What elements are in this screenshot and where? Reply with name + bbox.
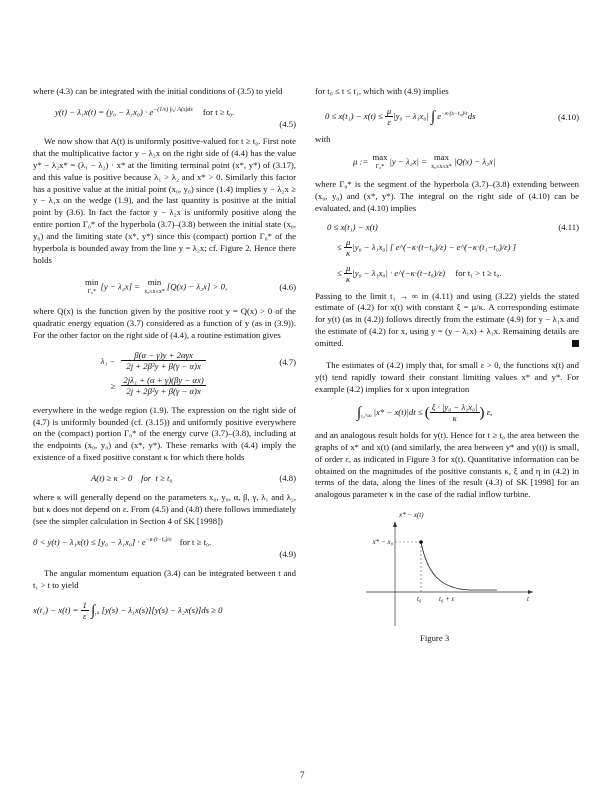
equation-4-6: min Γ₀* [y − λ₂x] = min x₀≤x≤x* [Q(x) − λ₂x] > 0, (4.6) <box>85 276 296 296</box>
qed-square-icon <box>572 340 579 347</box>
paragraph: with <box>315 133 331 144</box>
figure-caption: Figure 3 <box>420 633 450 644</box>
equation-number: (4.6) <box>279 282 296 293</box>
paragraph: where Γ₀* is the segment of the hyperbola (3.7)–(3.8) extending between (x₀, y₀) and (x*, y*). The integral on the right side of (4.10) can be evaluated, and (4.10) implies <box>315 178 579 213</box>
initial-point <box>419 540 423 544</box>
equation-number: (4.10) <box>558 111 579 122</box>
equation-4-8: A(t) ≥ κ > 0 for t ≥ t₀ (4.8) <box>91 473 296 484</box>
equation-4-7: λ₁ − $\frac{\text{β(α − γ)y + 2αγx}}{\text{2j + 2β²y + β(γ − α)x}}$ ≥ $\frac{\text{2jλ₁ + (α + γ)(βy − αx)}}{\text{2j + 2β²y + β(γ − α)x}}$ (4.7) <box>100 349 296 397</box>
paragraph: The angular momentum equation (3.4) can be integrated between t and t₁ > t to yield <box>33 567 296 590</box>
equation-4-5: $y(t) - \lambda_1x(t) = (y_0 - \lambda_1x_0) \cdot e^{-(1/\varepsilon) \int_{t0}ᵗ A(s)ds}$ for t ≥ t₀. (4.5) <box>55 106 296 129</box>
y-axis-arrow-icon <box>393 521 397 527</box>
right-column <box>315 86 579 643</box>
x-tick-label: t₀ + ε <box>439 595 455 604</box>
equation-number: (4.5) <box>279 118 296 129</box>
equation-number: (4.11) <box>558 221 579 232</box>
decay-curve <box>421 542 497 590</box>
paragraph: where κ will generally depend on the parameters x₀, y₀, α, β, γ, λ₁ and λ₂, but κ does not depend on ε. From (4.5) and (4.8) there follows immediately (see the simpler calculation in Section 4 of SK [1998]) <box>33 492 296 526</box>
paragraph: where Q(x) is the function given by the positive root y = Q(x) > 0 of the quadratic energy equation (3.7) considered as a function of y (as in (3.9)). For the other factor on the right side of (4.4), a routine estimation gives <box>33 305 296 340</box>
equation-mu: μ := max Γ₀* |y − λ₂x| = max x₀≤x≤x* |Q(x) − λ₂x| <box>353 151 496 171</box>
equation-number: (4.7) <box>279 356 296 367</box>
equation-number: (4.8) <box>279 473 296 484</box>
x-axis-label: t <box>527 595 529 604</box>
figure-3-plot <box>365 511 535 631</box>
equation-4-10: 0 ≤ x(t₁) − x(t) ≤ $\frac{\mu}{\varepsilon}$ |y₀ − λ₁x₀| ∫ $e^{-\kappa\cdot(s-t_0)/\varepsilon}ds$ (4.10) <box>325 105 579 128</box>
paragraph: Passing to the limit t₁ → ∞ in (4.11) and using (3.22) yields the stated estimate of (4.2) for x(t) with constant ξ = μ/κ. A corresponding estimate for y(t) (as in (4.2)) follows directly from the estimate (4.9) for y − λ₁x and the estimate of (4.2) for x, using y = (y − λ₁x) + λ₁x. Remaining details are omitted. <box>315 290 579 349</box>
paragraph: The estimates of (4.2) imply that, for small ε > 0, the functions x(t) and y(t) tend rapidly toward their constant limiting values x* and y*. For example (4.2) implies for x upon integration <box>315 360 579 394</box>
y-tick-label: x* − x₀ <box>372 538 393 547</box>
paragraph: for t₀ ≤ t ≤ t₁, which with (4.9) implies <box>315 86 449 96</box>
y-axis-label: x* − x(t) <box>399 511 424 520</box>
paragraph: We now show that A(t) is uniformly positive-valued for t ≥ t₀. First note that the multiplicative factor y − λ₂x on the right side of (4.4) has the value y* − λ₂x* = (λ₁ − λ₂) · x* at the limiting terminal point (x*, y*) of (3.17), and this value is positive because λ₁ > λ₂ and x* > 0. Similarly this factor has a positive value at the initial point (x₀, y₀) since (1.4) implies y − λ₂x ≥ y − λ₁x on the wedge (1.9), and the last quantity is positive at the initial point by (3.6). In fact the factor y − λ₂x is uniformly positive along the entire portion Γ₀* of the hyperbola (3.7)–(3.8) between the initial state (x₀, y₀) and the limiting state (x*, y*) since this (compact) portion Γ₀* of the hyperbola is bounded away from the line y = λ₂x; cf. Figure 2. Hence there holds <box>33 135 296 265</box>
figure-3 <box>365 511 535 631</box>
paragraph: where (4.3) can be integrated with the initial conditions of (3.5) to yield <box>33 86 283 96</box>
paragraph: and an analogous result holds for y(t). Hence for t ≥ t₀ the area between the graphs of x* and x(t) (and similarly, the area between y* and y(t)) is small, of order ε, as indicated in Figure 3 for x(t). Quantitative information can be obtained on the magnitudes of the positive constants κ, ξ and η in (4.2) in terms of the data, along the lines of the result (4.3) of SK [1998] for an analogous parameter κ in the case of the radial inflow turbine. <box>315 429 579 500</box>
x-axis-arrow-icon <box>528 590 533 594</box>
equation-angular-momentum: x(t₁) − x(t) = $\frac{1}{\varepsilon}$ $\int_{_tᵗ^1}$ [y(s) − λ₁x(s)][y(s) − λ₂x(s)]ds ≥ 0 <box>33 599 223 622</box>
page-number: 7 <box>300 770 305 780</box>
equation-integral: $\int_{_{t0}\^{}\infty}$ |x* − x(t)|dt ≤ ( $\frac{\text{ξ · |y₀ − λ₁x₀|}}{\kappa}$ ) ε, <box>357 401 493 424</box>
paragraph: everywhere in the wedge region (1.9). The expression on the right side of (4.7) is uniformly bounded (cf. (3.15)) and uniformly positive everywhere on the (compact) portion Γ₀* of the energy curve (3.7)–(3.8), including at the endpoints (x₀, y₀) and (x*, y*). These remarks with (4.4) imply the existence of a fixed positive constant κ for which there holds <box>33 404 296 463</box>
x-tick-label: t₀ <box>417 595 422 604</box>
equation-number: (4.9) <box>279 548 296 559</box>
equation-4-11: 0 ≤ x(t₁) − x(t) (4.11) ≤ $\frac{\mu}{\kappa}$ |y₀ − λ₁x₀| [ e^(−κ·(t−t₀)/ε) − e^(−κ·(t₁−t₀)/ε) ] ≤ $\frac{\mu}{\kappa}$ |y₀ − λ₁x₀| · e^(−κ·(t−t₀)/ε) for t₁ > t ≥ t₀. <box>327 221 579 285</box>
equation-4-9: $0 < y(t) - \lambda_1x(t) \le [y_0 - \lambda_1x_0] \cdot e^{-\kappa\cdot(t-t_0)/\varepsilon}$ for t ≥ t₀. (4.9) <box>33 536 296 559</box>
left-column <box>33 86 296 622</box>
